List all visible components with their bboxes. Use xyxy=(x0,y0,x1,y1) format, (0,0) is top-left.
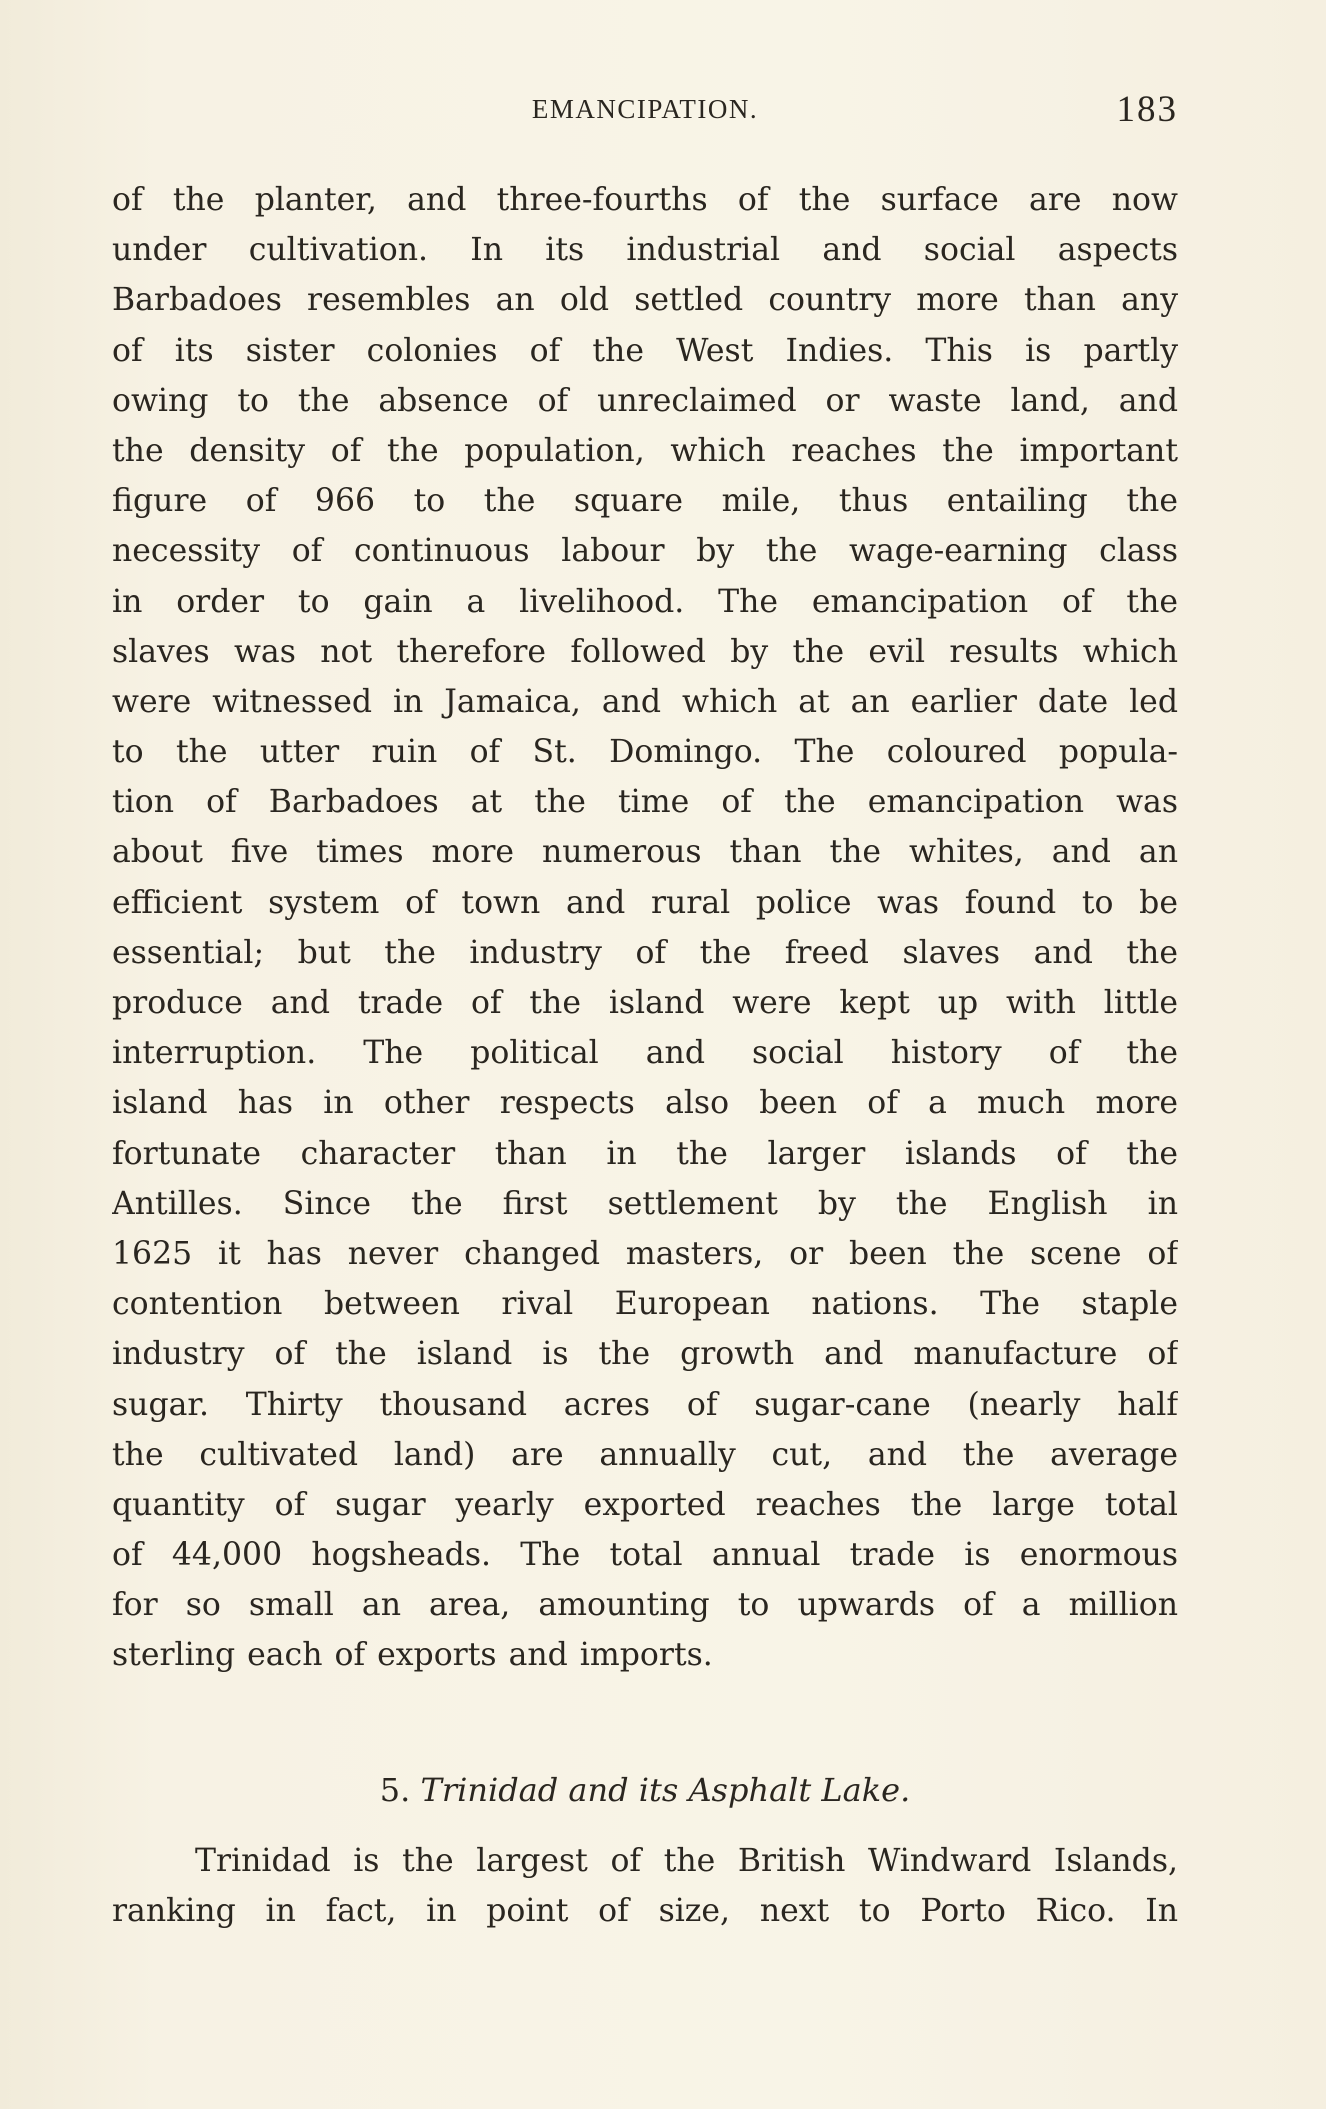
text-line: for so small an area, amounting to upwards of a million xyxy=(112,1587,1178,1624)
text-line: to the utter ruin of St. Domingo. The coloured popula- xyxy=(112,734,1178,771)
text-line: tion of Barbadoes at the time of the emancipation was xyxy=(112,784,1178,821)
text-line: were witnessed in Jamaica, and which at an earlier date led xyxy=(112,683,1178,720)
text-line: Trinidad is the largest of the British Windward Islands, xyxy=(195,1843,1178,1879)
page-number: 183 xyxy=(1116,89,1178,130)
text-line: in order to gain a livelihood. The emancipation of the xyxy=(112,583,1178,620)
text-line: necessity of continuous labour by the wage-earning class xyxy=(112,533,1178,570)
text-line: interruption. The political and social history of the xyxy=(112,1035,1178,1072)
text-line: contention between rival European nations. The staple xyxy=(112,1286,1178,1323)
section-heading xyxy=(112,1765,1178,1815)
text-line: 1625 it has never changed masters, or been the scene of xyxy=(112,1235,1178,1272)
text-line: of 44,000 hogsheads. The total annual trade is enormous xyxy=(112,1537,1178,1574)
text-line: sterling each of exports and imports. xyxy=(112,1637,713,1674)
text-line: figure of 966 to the square mile, thus entailing the xyxy=(112,483,1178,520)
paragraph-emancipation xyxy=(112,175,1178,1681)
section-title: Trinidad and its Asphalt Lake. xyxy=(420,1771,911,1809)
text-line: industry of the island is the growth and manufacture of xyxy=(112,1336,1178,1373)
text-line: Antilles. Since the first settlement by the English in xyxy=(112,1185,1178,1222)
paragraph-trinidad xyxy=(112,1836,1178,1936)
text-line: slaves was not therefore followed by the evil results which xyxy=(112,633,1178,670)
text-line: of its sister colonies of the West Indies. This is partly xyxy=(112,332,1178,369)
text-line: of the planter, and three-fourths of the surface are now xyxy=(112,182,1178,218)
text-line: efficient system of town and rural police was found to be xyxy=(112,884,1178,921)
text-line: the cultivated land) are annually cut, and the average xyxy=(112,1436,1178,1473)
running-head xyxy=(112,88,1178,132)
text-line: about five times more numerous than the whites, and an xyxy=(112,834,1178,871)
text-line: Barbadoes resembles an old settled country more than any xyxy=(112,282,1178,319)
text-line: fortunate character than in the larger islands of the xyxy=(112,1135,1178,1172)
running-title: EMANCIPATION. xyxy=(531,94,759,124)
text-line: quantity of sugar yearly exported reaches the large total xyxy=(112,1486,1178,1523)
text-line: produce and trade of the island were kept up with little xyxy=(112,985,1178,1021)
text-line: essential; but the industry of the freed slaves and the xyxy=(112,934,1178,971)
text-line: under cultivation. In its industrial and social aspects xyxy=(112,232,1178,269)
text-line: ranking in fact, in point of size, next to Porto Rico. In xyxy=(112,1893,1178,1929)
text-line: island has in other respects also been of a much more xyxy=(112,1085,1178,1122)
text-line: sugar. Thirty thousand acres of sugar-cane (nearly half xyxy=(112,1386,1178,1423)
text-line: the density of the population, which reaches the important xyxy=(112,432,1178,469)
text-line: owing to the absence of unreclaimed or waste land, and xyxy=(112,382,1178,419)
section-number: 5. xyxy=(379,1771,411,1809)
